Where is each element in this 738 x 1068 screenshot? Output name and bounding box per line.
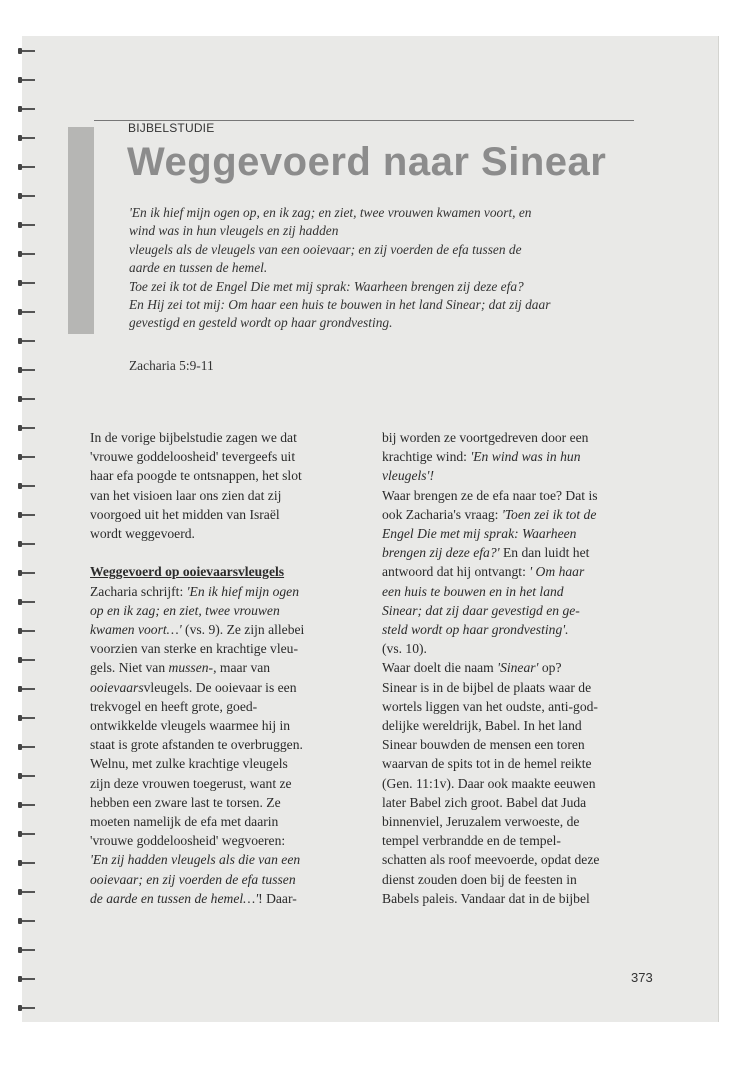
right-column: [382, 428, 642, 908]
text-line: 'En zij hadden vleugels als die van een: [90, 852, 301, 868]
binding-staple: [22, 775, 35, 777]
text-line: wortels liggen van het oudste, anti-god-: [382, 698, 598, 714]
binding-staple: [22, 514, 35, 516]
binding-staple: [22, 949, 35, 951]
page-number: 373: [631, 970, 653, 985]
text-line: tempel verbrandde en de tempel-: [382, 833, 561, 849]
binding-staple: [22, 253, 35, 255]
binding-staple: [22, 50, 35, 52]
left-column: [90, 428, 350, 908]
text-line: Waar doelt die naam 'Sinear' op?: [382, 660, 562, 676]
binding-staple: [22, 369, 35, 371]
text-line: kwamen voort…' (vs. 9). Ze zijn allebei: [90, 622, 305, 638]
text-line: op en ik zag; en ziet, twee vrouwen: [90, 602, 280, 618]
section-label: BIJBELSTUDIE: [128, 121, 215, 135]
text-line: ooievaarsvleugels. De ooievaar is een: [90, 679, 297, 695]
text-line: ook Zacharia's vraag: 'Toen zei ik tot de: [382, 506, 597, 522]
text-line: wordt weggevoerd.: [90, 526, 195, 542]
binding-staple: [22, 108, 35, 110]
text-line: hebben een zware last te torsen. Ze: [90, 794, 281, 810]
scripture-quote: [129, 204, 629, 333]
quote-line: gevestigd en gesteld wordt op haar grondvesting.: [129, 315, 393, 331]
binding-staple: [22, 746, 35, 748]
binding-staple: [22, 224, 35, 226]
binding-staple: [22, 137, 35, 139]
binding-staple: [22, 804, 35, 806]
quote-line: aarde en tussen de hemel.: [129, 260, 268, 276]
text-line: moeten namelijk de efa met daarin: [90, 814, 279, 830]
binding-staple: [22, 340, 35, 342]
quote-line: vleugels als de vleugels van een ooievaar; en zij voerden de efa tussen de: [129, 241, 522, 257]
text-line: Sinear bouwden de mensen een toren: [382, 737, 585, 753]
binding-staple: [22, 79, 35, 81]
text-line: antwoord dat hij ontvangt: ' Om haar: [382, 564, 585, 580]
text-line: Welnu, met zulke krachtige vleugels: [90, 756, 288, 772]
binding-staple: [22, 456, 35, 458]
binding-staple: [22, 688, 35, 690]
text-line: haar efa poogde te ontsnappen, het slot: [90, 468, 302, 484]
binding-staple: [22, 427, 35, 429]
text-line: 'vrouwe goddeloosheid' wegvoeren:: [90, 833, 286, 849]
text-line: steld wordt op haar grondvesting'.: [382, 622, 569, 638]
text-line: 'vrouwe goddeloosheid' tevergeefs uit: [90, 449, 296, 465]
binding-staple: [22, 311, 35, 313]
scripture-reference: Zacharia 5:9-11: [129, 358, 214, 373]
text-line: Engel Die met mij sprak: Waarheen: [382, 526, 577, 542]
text-line: (Gen. 11:1v). Daar ook maakte eeuwen: [382, 775, 596, 791]
text-line: trekvogel en heeft grote, goed-: [90, 698, 258, 714]
text-line: staat is grote afstanden te overbruggen.: [90, 737, 303, 753]
text-line: een huis te bouwen en in het land: [382, 583, 564, 599]
binding-staple: [22, 717, 35, 719]
binding-staple: [22, 630, 35, 632]
quote-line: 'En ik hief mijn ogen op, en ik zag; en ziet, twee vrouwen kwamen voort, en: [129, 205, 532, 220]
text-line: ooievaar; en zij voerden de efa tussen: [90, 871, 296, 887]
text-line: gels. Niet van mussen-, maar van: [90, 660, 271, 676]
binding-staple: [22, 166, 35, 168]
text-line: later Babel zich groot. Babel dat Juda: [382, 794, 587, 810]
article-title: Weggevoerd naar Sinear: [127, 140, 607, 184]
binding-staple: [22, 833, 35, 835]
text-line: dienst zouden doen bij de feesten in: [382, 871, 577, 887]
text-line: schatten als roof meevoerde, opdat deze: [382, 852, 600, 868]
text-line: krachtige wind: 'En wind was in hun: [382, 449, 581, 465]
binding-staple: [22, 572, 35, 574]
text-line: Sinear is in de bijbel de plaats waar de: [382, 679, 592, 695]
text-line: ontwikkelde vleugels waarmee hij in: [90, 718, 291, 734]
quote-line: Toe zei ik tot de Engel Die met mij sprak: Waarheen brengen zij deze efa?: [129, 278, 524, 294]
text-line: Babels paleis. Vandaar dat in de bijbel: [382, 890, 590, 906]
text-line: In de vorige bijbelstudie zagen we dat: [90, 430, 297, 445]
subheading: Weggevoerd op ooievaarsvleugels: [90, 564, 285, 580]
binding-staple: [22, 485, 35, 487]
text-line: vleugels'!: [382, 468, 434, 484]
quote-line: En Hij zei tot mij: Om haar een huis te bouwen in het land Sinear; dat zij daar: [129, 297, 551, 313]
text-line: bij worden ze voortgedreven door een: [382, 430, 589, 445]
text-line: de aarde en tussen de hemel…'! Daar-: [90, 890, 297, 906]
text-line: (vs. 10).: [382, 641, 427, 657]
text-line: binnenviel, Jeruzalem verwoeste, de: [382, 814, 580, 830]
text-line: brengen zij deze efa?' En dan luidt het: [382, 545, 590, 561]
text-line: Waar brengen ze de efa naar toe? Dat is: [382, 487, 598, 503]
text-line: voorzien van sterke en krachtige vleu-: [90, 641, 298, 657]
binding-staple: [22, 398, 35, 400]
binding-staple: [22, 195, 35, 197]
binding-staple: [22, 282, 35, 284]
text-line: van het visioen laar ons zien dat zij: [90, 487, 282, 503]
text-line: Sinear; dat zij daar gevestigd en ge-: [382, 602, 580, 618]
binding-staple: [22, 862, 35, 864]
binding-staple: [22, 978, 35, 980]
quote-line: wind was in hun vleugels en zij hadden: [129, 223, 339, 239]
decorative-side-bar: [68, 127, 94, 334]
binding-staple: [22, 543, 35, 545]
binding-spine: [22, 36, 36, 1022]
binding-staple: [22, 1007, 35, 1009]
text-line: waarvan de spits tot in de hemel reikte: [382, 756, 592, 772]
binding-staple: [22, 659, 35, 661]
binding-staple: [22, 601, 35, 603]
text-line: delijke wereldrijk, Babel. In het land: [382, 718, 582, 734]
binding-staple: [22, 920, 35, 922]
text-line: zijn deze vrouwen toegerust, want ze: [90, 775, 292, 791]
binding-staple: [22, 891, 35, 893]
text-line: Zacharia schrijft: 'En ik hief mijn ogen: [90, 583, 300, 599]
text-line: voorgoed uit het midden van Israël: [90, 506, 280, 522]
